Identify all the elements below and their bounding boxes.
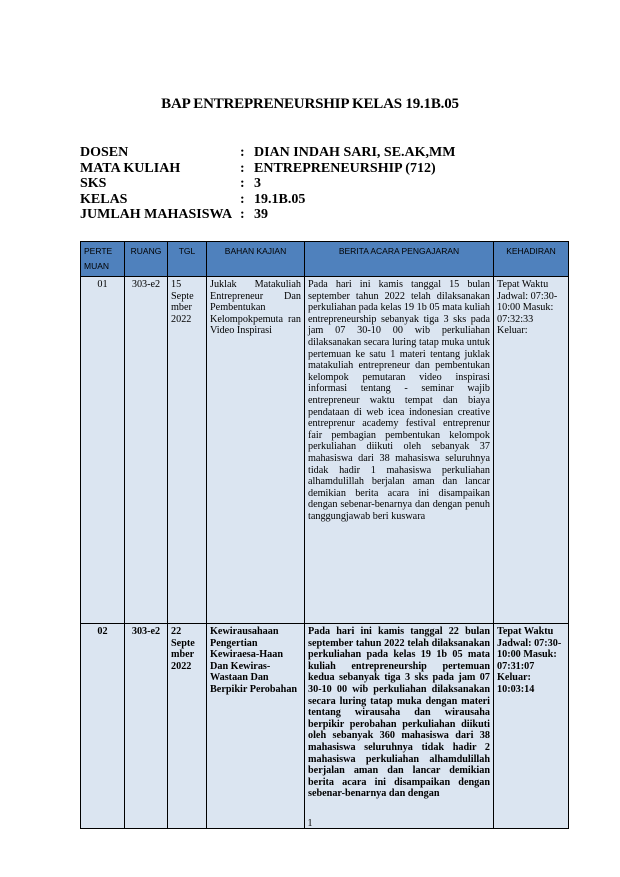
info-colon: : [240,191,245,207]
info-row-mata-kuliah [80,161,455,177]
info-value: 39 [254,207,268,223]
cell-ruang: 303-e2 [125,277,168,624]
header-pertemuan: PERTE MUAN [81,242,125,277]
bap-table [80,241,569,829]
cell-tgl: 15 Septe mber 2022 [168,277,207,624]
document-title: BAP ENTREPRENEURSHIP KELAS 19.1B.05 [161,96,459,112]
info-row-dosen [80,145,455,161]
cell-pertemuan: 01 [81,277,125,624]
info-colon: : [240,145,245,160]
info-value: DIAN INDAH SARI, SE.AK,MM [254,145,456,160]
table-row [81,624,569,829]
header-ruang: RUANG [125,242,168,277]
header-kehadiran: KEHADIRAN [494,242,569,277]
info-value: ENTREPRENEURSHIP (712) [254,160,436,176]
cell-bahan-kajian: Kewirausahaan Pengertian Kewiraesa-Haan Dan Kewiras-Wastaan Dan Berpikir Perobahan [207,624,305,829]
info-value: 3 [254,176,261,192]
cell-pertemuan: 02 [81,624,125,829]
info-label: JUMLAH MAHASISWA [80,207,233,223]
cell-kehadiran: Tepat Waktu Jadwal: 07:30-10:00 Masuk: 07:31:07 Keluar: 10:03:14 [494,624,569,829]
cell-bahan-kajian: Juklak Matakuliah Entrepreneur Dan Pembentukan Kelompokpemuta ran Video Inspirasi [207,277,305,624]
info-label: DOSEN [80,145,129,160]
header-tgl: TGL [168,242,207,277]
cell-berita-acara: Pada hari ini kamis tanggal 22 bulan september tahun 2022 telah dilaksanakan perkuliahan pada kelas 19 1b 05 mata kuliah entrepreneurship pertemuan kedua sebanyak tiga 3 sks pada jam 07 30-10 00 wib perkuliahan dilaksanakan secara luring tatap muka dengan materi tentang wirausaha dan wirausaha berpikir perobahan perkuliahan diikuti oleh sebanyak 360 mahasiswa dari 38 mahasiswa seluruhnya tidak hadir 2 mahasiswa perkuliahan alhamdulillah berjalan aman dan lancar demikian berita acara ini disampaikan dengan sebenar-benarnya dan dengan [305,624,494,829]
cell-berita-acara: Pada hari ini kamis tanggal 15 bulan september tahun 2022 telah dilaksanakan perkuliahan pada kelas 19 1b 05 mata kuliah entrepreneurship sebanyak tiga 3 sks pada jam 07 30-10 00 wib perkuliahan dilaksanakan secara luring tatap muka untuk pertemuan ke satu 1 materi tentang juklak matakuliah entrepreneur dan pembentukan kelompok pemutaran video inspirasi informasi tentang - seminar wajib entrepreneur waktu tempat dan biaya pendataan di web icea indonesian creative entreprenur academy festival entreprenur fair pembagian pembentukan kelompok perkuliahan diikuti oleh sebanyak 37 mahasiswa dari 38 mahasiswa seluruhnya tidak hadir 1 mahasiswa perkuliahan alhamdulillah berjalan aman dan lancar demikian berita acara ini disampaikan dengan sebenar-benarnya dan dengan penuh tanggungjawab beri kuswara [305,277,494,624]
info-colon: : [240,160,245,176]
info-value: 19.1B.05 [254,191,306,207]
info-colon: : [240,176,245,192]
page-number: 1 [307,818,313,829]
info-label: SKS [80,176,107,192]
table-header-row [81,242,569,277]
course-info [80,145,455,223]
info-row-kelas [80,192,455,208]
table-row [81,277,569,624]
info-row-jumlah-mahasiswa [80,207,455,223]
info-colon: : [240,207,245,223]
cell-kehadiran: Tepat Waktu Jadwal: 07:30-10:00 Masuk: 07:32:33 Keluar: [494,277,569,624]
info-label: KELAS [80,191,128,207]
header-bahan-kajian: BAHAN KAJIAN [207,242,305,277]
cell-ruang: 303-e2 [125,624,168,829]
header-berita-acara: BERITA ACARA PENGAJARAN [305,242,494,277]
cell-tgl: 22 Septe mber 2022 [168,624,207,829]
info-row-sks [80,176,455,192]
info-label: MATA KULIAH [80,160,181,176]
